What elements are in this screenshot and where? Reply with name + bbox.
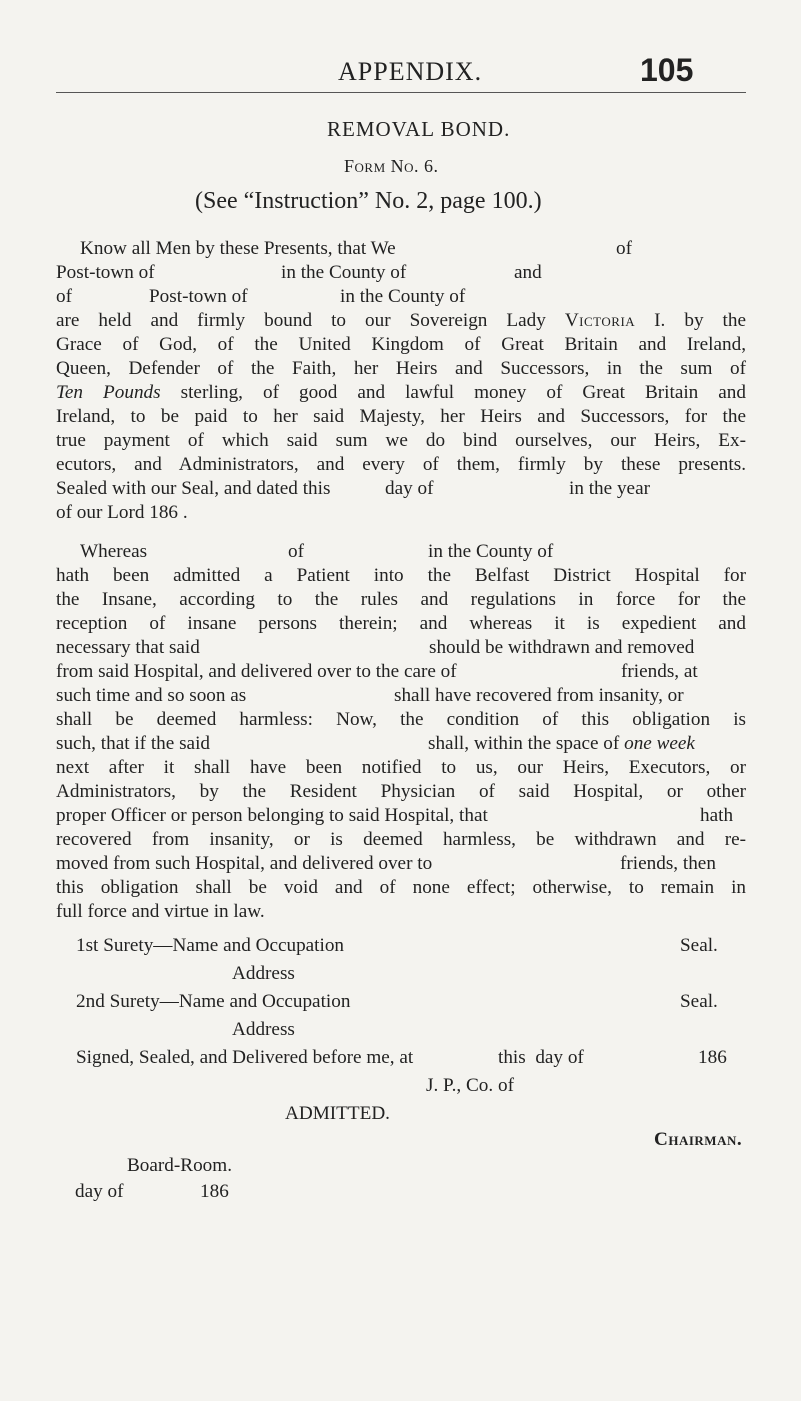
text-line: this obligation shall be void and of none effect; otherwise, to remain in [56,877,746,898]
year-label: 186 [698,1047,727,1068]
text-line: from said Hospital, and delivered over to the care of [56,661,457,682]
text-line: hath been admitted a Patient into the Belfast District Hospital for [56,565,746,586]
text-line: Sealed with our Seal, and dated this [56,478,331,499]
text-line: Administrators, by the Resident Physician of said Hospital, or other [56,781,746,802]
text-line: Queen, Defender of the Faith, her Heirs and Successors, in the sum of [56,358,746,379]
running-title: APPENDIX. [338,57,483,86]
text-line: of [56,286,72,307]
text-line: proper Officer or person belonging to said Hospital, that [56,805,488,826]
text-line: the Insane, according to the rules and regulations in force for the [56,589,746,610]
admitted-label: ADMITTED. [285,1103,390,1124]
seal-2-label: Seal. [680,991,718,1012]
text-line: hath [700,805,734,826]
text-line: recovered from insanity, or is deemed harmless, be withdrawn and re- [56,829,746,850]
text-line: and [514,262,542,283]
date-label: this day of [498,1047,584,1068]
text-line: necessary that said [56,637,200,658]
text-segment: sterling, of good and lawful money of Great Britain and [160,382,746,403]
page-number: 105 [640,52,694,88]
text-line [428,733,695,755]
text-line: true payment of which said sum we do bind ourselves, our Heirs, Ex- [56,430,746,451]
text-line: in the County of [428,541,554,562]
jp-label: J. P., Co. of [426,1075,514,1096]
text-line: in the County of [281,262,407,283]
surety-1-label: 1st Surety—Name and Occupation [76,935,345,956]
board-room-label: Board-Room. [127,1155,232,1176]
text-line: in the year [569,478,650,499]
text-line: are held and firmly bound to our Sovereign Lady Victoria I. by the [56,310,746,331]
text-line: Post-town of [149,286,248,307]
seal-1-label: Seal. [680,935,718,956]
text-line: Post-town of [56,262,155,283]
text-line: ecutors, and Administrators, and every of them, firmly by these presents. [56,454,746,475]
text-line: full force and virtue in law. [56,901,265,922]
text-line: friends, at [621,661,698,682]
text-line: of [616,238,632,259]
emphasis: Ten Pounds [56,382,161,403]
text-line: should be withdrawn and removed [429,637,695,658]
bond-title: REMOVAL BOND. [327,117,511,141]
text-line: Grace of God, of the United Kingdom of Great Britain and Ireland, [56,334,746,355]
text-line: such, that if the said [56,733,210,754]
chairman-label: Chairman. [654,1129,743,1150]
text-line: of [288,541,304,562]
board-day-label: day of [75,1181,124,1202]
text-line: of our Lord 186 . [56,502,188,523]
text-line: reception of insane persons therein; and whereas it is expedient and [56,613,746,634]
surety-2-label: 2nd Surety—Name and Occupation [76,991,351,1012]
text-line: Whereas [80,541,148,562]
header-rule [56,92,746,93]
text-line: Ireland, to be paid to her said Majesty, her Heirs and Successors, for the [56,406,746,427]
text-line: next after it shall have been notified to us, our Heirs, Executors, or [56,757,746,778]
text-line: shall be deemed harmless: Now, the condition of this obligation is [56,709,746,730]
text-line [56,382,746,404]
text-segment: shall, within the space of [428,733,625,754]
text-line: Know all Men by these Presents, that We [80,238,396,259]
address-1-label: Address [232,963,295,984]
instruction-reference: (See “Instruction” No. 2, page 100.) [195,188,542,214]
signed-line: Signed, Sealed, and Delivered before me, at [76,1047,414,1068]
emphasis: one week [624,733,695,754]
text-line: such time and so soon as [56,685,247,706]
text-line: friends, then [620,853,716,874]
text-line: in the County of [340,286,466,307]
text-line: moved from such Hospital, and delivered over to [56,853,433,874]
address-2-label: Address [232,1019,295,1040]
board-year-label: 186 [200,1181,229,1202]
text-line: day of [385,478,434,499]
text-line: shall have recovered from insanity, or [394,685,684,706]
form-number: Form No. 6. [344,156,439,176]
